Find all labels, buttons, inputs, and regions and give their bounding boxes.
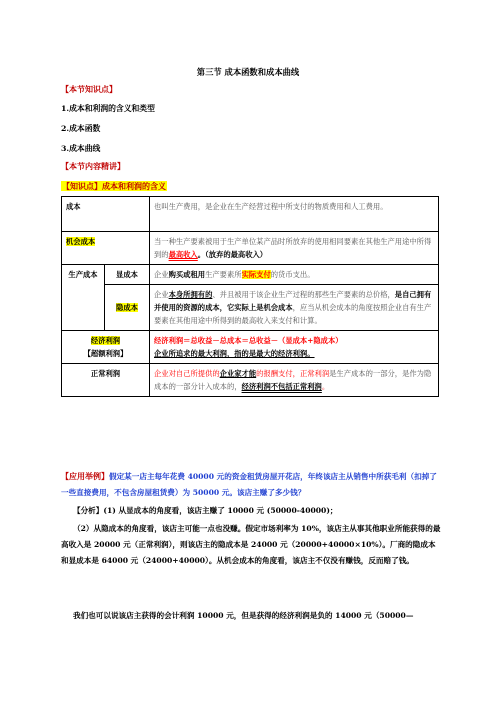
prod-cost-label-cell: 生产成本: [62, 265, 105, 331]
page-title: 第三节 成本函数和成本曲线: [196, 67, 300, 77]
cost-desc-cell: 也叫生产费用，是企业在生产经营过程中所支付的物质费用和人工费用。: [150, 197, 439, 232]
table-row: [62, 364, 439, 397]
analysis-paragraph-1: 【分析】(1) 从显成本的角度看，该店主赚了 10000 元 (50000-40000)；: [73, 506, 338, 515]
normal-profit-label-cell: 正常利润: [62, 364, 150, 397]
opp-label-cell: 机会成本: [62, 232, 150, 265]
table-row: [62, 285, 439, 331]
implicit-label-cell: 隐成本: [105, 285, 150, 331]
normal-profit-desc-cell: 企业对自己所提供的企业家才能的报酬支付，正常利润是生产成本的一部分，是作为隐成本的一部分计入成本的，经济利润不包括正常利润。: [150, 364, 439, 397]
table-row: [62, 197, 439, 232]
cost-profit-table: [61, 196, 439, 397]
implicit-desc-cell: 企业本身所拥有的、并且被用于该企业生产过程的那些生产要素的总价格，是自己拥有并使用的资源的成本，它实际上是机会成本，应当从机会成本的角度按照企业自有生产要素在其他用途中所得到的最高收入来支付和计算。: [150, 285, 439, 331]
list-item: 2.成本函数: [61, 124, 101, 133]
econ-profit-desc-cell: 经济利润＝总收益－总成本＝总收益－（显成本+隐成本） 企业所追求的最大利润，指的是最大的经济利润。: [150, 331, 439, 364]
opp-desc-cell: 当一种生产要素被用于生产单位某产品时所放弃的使用相同要素在其他生产用途中所得到的最高收入。（放弃的最高收入）: [150, 232, 439, 265]
table-row: [62, 265, 439, 285]
knowledge-header: 【本节知识点】: [61, 84, 117, 94]
knowledge-point-header: 【知识点】成本和利润的含义: [62, 181, 166, 191]
example-paragraph: 【应用举例】假定某一店主每年花费 40000 元的资金租赁房屋开花店，年终该店主从销售中所获毛利（扣掉了一些直接费用，不包含房屋租赁费）为 50000 元。该店主赚了多少钱？: [61, 471, 437, 497]
analysis-paragraph-3: 我们也可以说该店主获得的会计利润 10000 元，但是获得的经济利润是负的 14000 元（50000—: [73, 611, 414, 620]
explicit-label-cell: 显成本: [105, 265, 150, 285]
content-header: 【本节内容精讲】: [61, 161, 125, 171]
cost-label-cell: 成本: [62, 197, 150, 232]
econ-profit-label-cell: 经济利润 【超额利润】: [62, 331, 150, 364]
list-item: 1.成本和利润的含义和类型: [61, 104, 155, 113]
table-row: [62, 232, 439, 265]
list-item: 3.成本曲线: [61, 144, 101, 153]
table-row: [62, 331, 439, 364]
analysis-paragraph-2: （2）从隐成本的角度看，该店主可能一点也没赚。假定市场利率为 10%，该店主从事其他职业所能获得的最高收入是 20000 元（正常利润），则该店主的隐成本是 24000 元（20000+40000×10%）。厂商的隐成本和显成本是 64000 元（24000+40000）。从机会成本的角度看，该店主不仅没有赚钱，反而赔了钱。: [61, 524, 441, 565]
explicit-desc-cell: 企业购买或租用生产要素所实际支付的货币支出。: [150, 265, 439, 285]
